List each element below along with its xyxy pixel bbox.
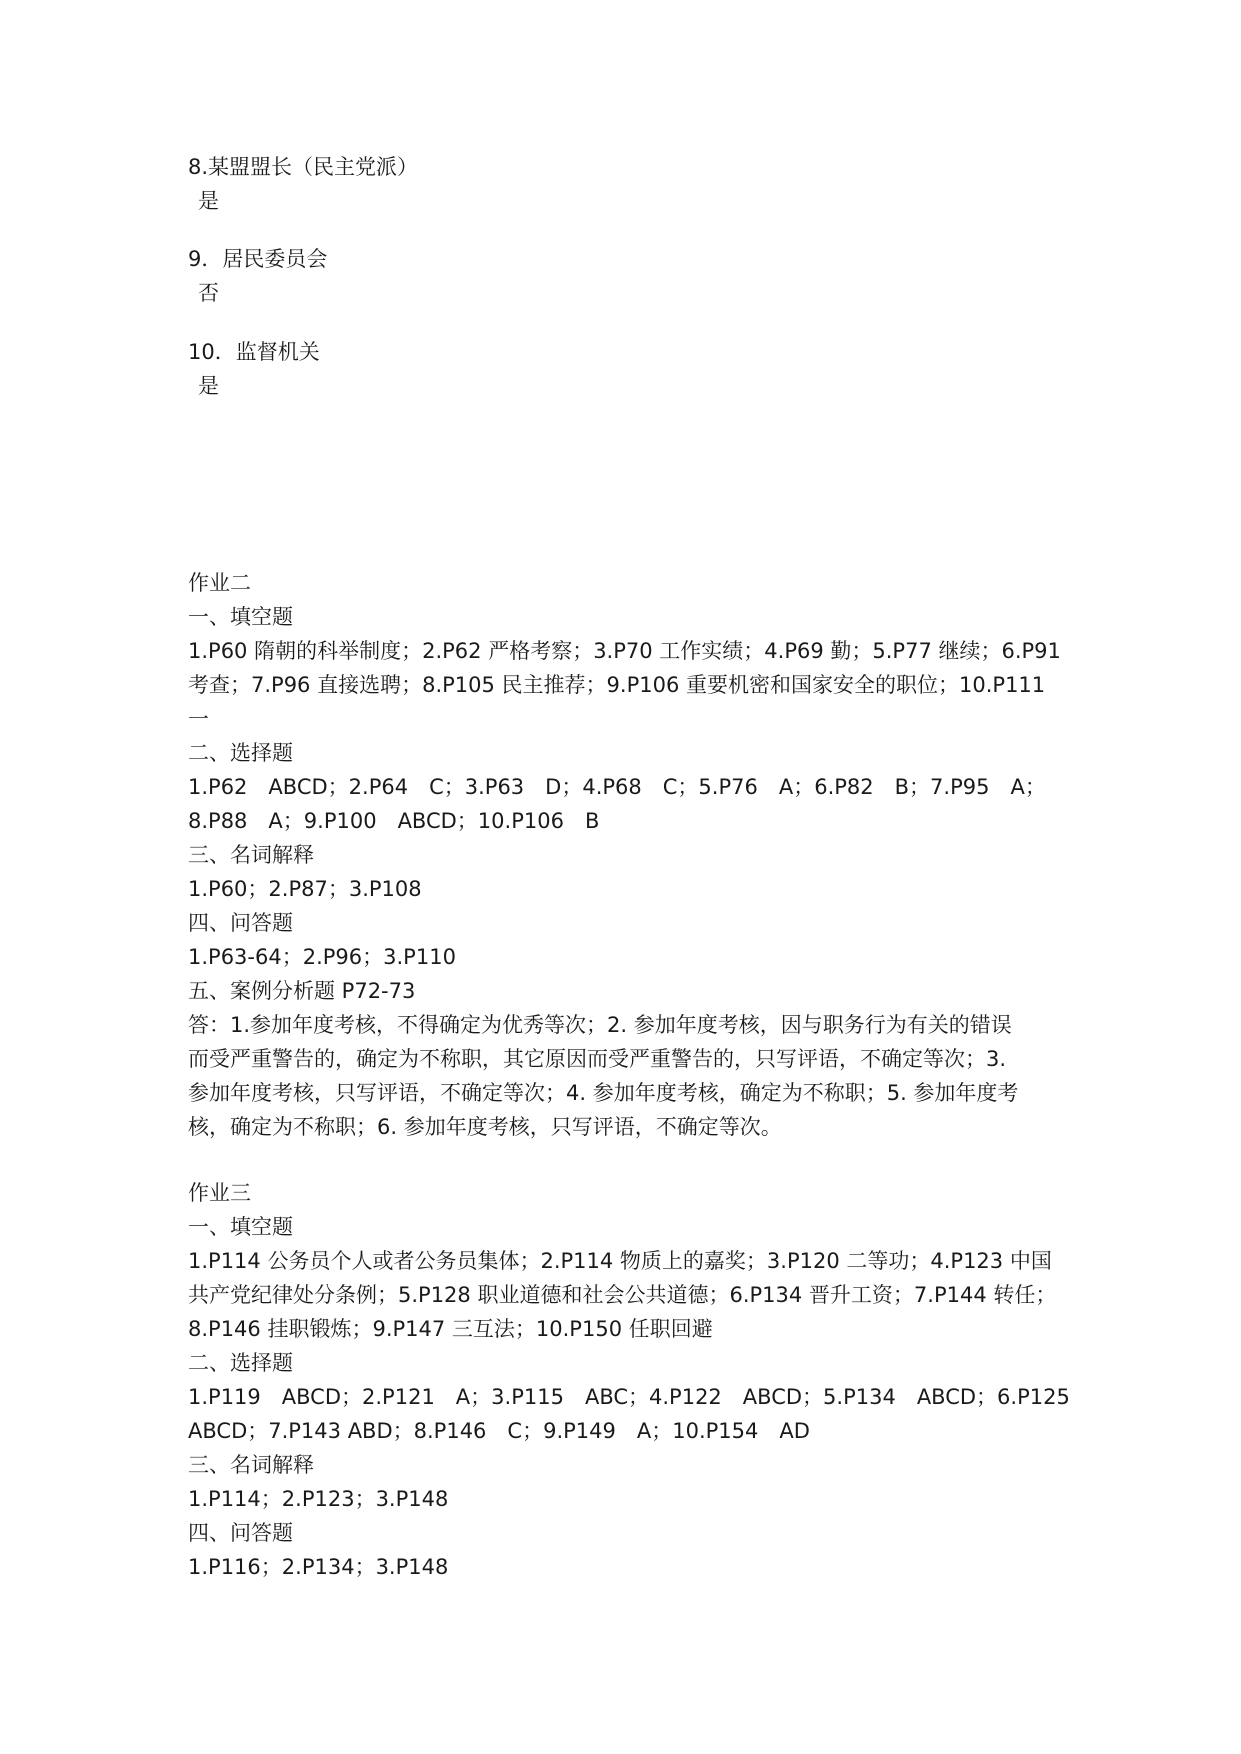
answer-text: 否 xyxy=(198,281,219,305)
case-answer-line: 参加年度考核，只写评语，不确定等次；4. 参加年度考核，确定为不称职；5. 参加年度考 xyxy=(188,1081,1019,1105)
fill-blank-line: 共产党纪律处分条例；5.P128 职业道德和社会公共道德；6.P134 晋升工资；7.P144 转任； xyxy=(188,1283,1057,1307)
fill-blank-heading: 一、填空题 xyxy=(188,1215,293,1239)
case-answer-line: 核，确定为不称职；6. 参加年度考核，只写评语，不确定等次。 xyxy=(188,1115,782,1139)
choice-line: ABCD；7.P143 ABD；8.P146 C；9.P149 A；10.P154 AD xyxy=(188,1419,810,1443)
choice-line: 1.P119 ABCD；2.P121 A；3.P115 ABC；4.P122 ABCD；5.P134 ABCD；6.P125 xyxy=(188,1385,1070,1409)
fill-blank-line: 1.P114 公务员个人或者公务员集体；2.P114 物质上的嘉奖；3.P120 二等功；4.P123 中国 xyxy=(188,1249,1052,1273)
question-text: 9．居民委员会 xyxy=(188,247,328,271)
question-9 xyxy=(188,242,1068,310)
terms-heading: 三、名词解释 xyxy=(188,843,314,867)
choice-line: 8.P88 A；9.P100 ABCD；10.P106 B xyxy=(188,809,600,833)
question-10 xyxy=(188,335,1068,403)
case-answer-line: 答：1.参加年度考核，不得确定为优秀等次；2. 参加年度考核，因与职务行为有关的错误 xyxy=(188,1013,1012,1037)
fill-blank-line: 1.P60 隋朝的科举制度；2.P62 严格考察；3.P70 工作实绩；4.P69 勤；5.P77 继续；6.P91 xyxy=(188,639,1061,663)
case-answer-line: 而受严重警告的，确定为不称职，其它原因而受严重警告的，只写评语，不确定等次；3. xyxy=(188,1047,1007,1071)
terms-line: 1.P114；2.P123；3.P148 xyxy=(188,1487,449,1511)
question-8 xyxy=(188,150,1068,218)
answer-text: 是 xyxy=(198,189,219,213)
section-title: 作业三 xyxy=(188,1181,251,1205)
qa-line: 1.P63-64；2.P96；3.P110 xyxy=(188,945,456,969)
choice-heading: 二、选择题 xyxy=(188,741,293,765)
case-heading: 五、案例分析题 P72-73 xyxy=(188,979,416,1003)
qa-heading: 四、问答题 xyxy=(188,911,293,935)
qa-heading: 四、问答题 xyxy=(188,1521,293,1545)
fill-blank-line: 8.P146 挂职锻炼；9.P147 三互法；10.P150 任职回避 xyxy=(188,1317,713,1341)
answer-text: 是 xyxy=(198,374,219,398)
terms-line: 1.P60；2.P87；3.P108 xyxy=(188,877,422,901)
section-title: 作业二 xyxy=(188,571,251,595)
homework-3-section xyxy=(188,1176,1068,1584)
homework-2-section xyxy=(188,566,1068,1144)
terms-heading: 三、名词解释 xyxy=(188,1453,314,1477)
choice-line: 1.P62 ABCD；2.P64 C；3.P63 D；4.P68 C；5.P76 A；6.P82 B；7.P95 A； xyxy=(188,775,1046,799)
question-text: 10．监督机关 xyxy=(188,340,320,364)
fill-blank-line: 一 xyxy=(188,707,209,731)
fill-blank-heading: 一、填空题 xyxy=(188,605,293,629)
choice-heading: 二、选择题 xyxy=(188,1351,293,1375)
fill-blank-line: 考查；7.P96 直接选聘；8.P105 民主推荐；9.P106 重要机密和国家安全的职位；10.P111 xyxy=(188,673,1046,697)
question-text: 8.某盟盟长（民主党派） xyxy=(188,155,419,179)
qa-line: 1.P116；2.P134；3.P148 xyxy=(188,1555,449,1579)
